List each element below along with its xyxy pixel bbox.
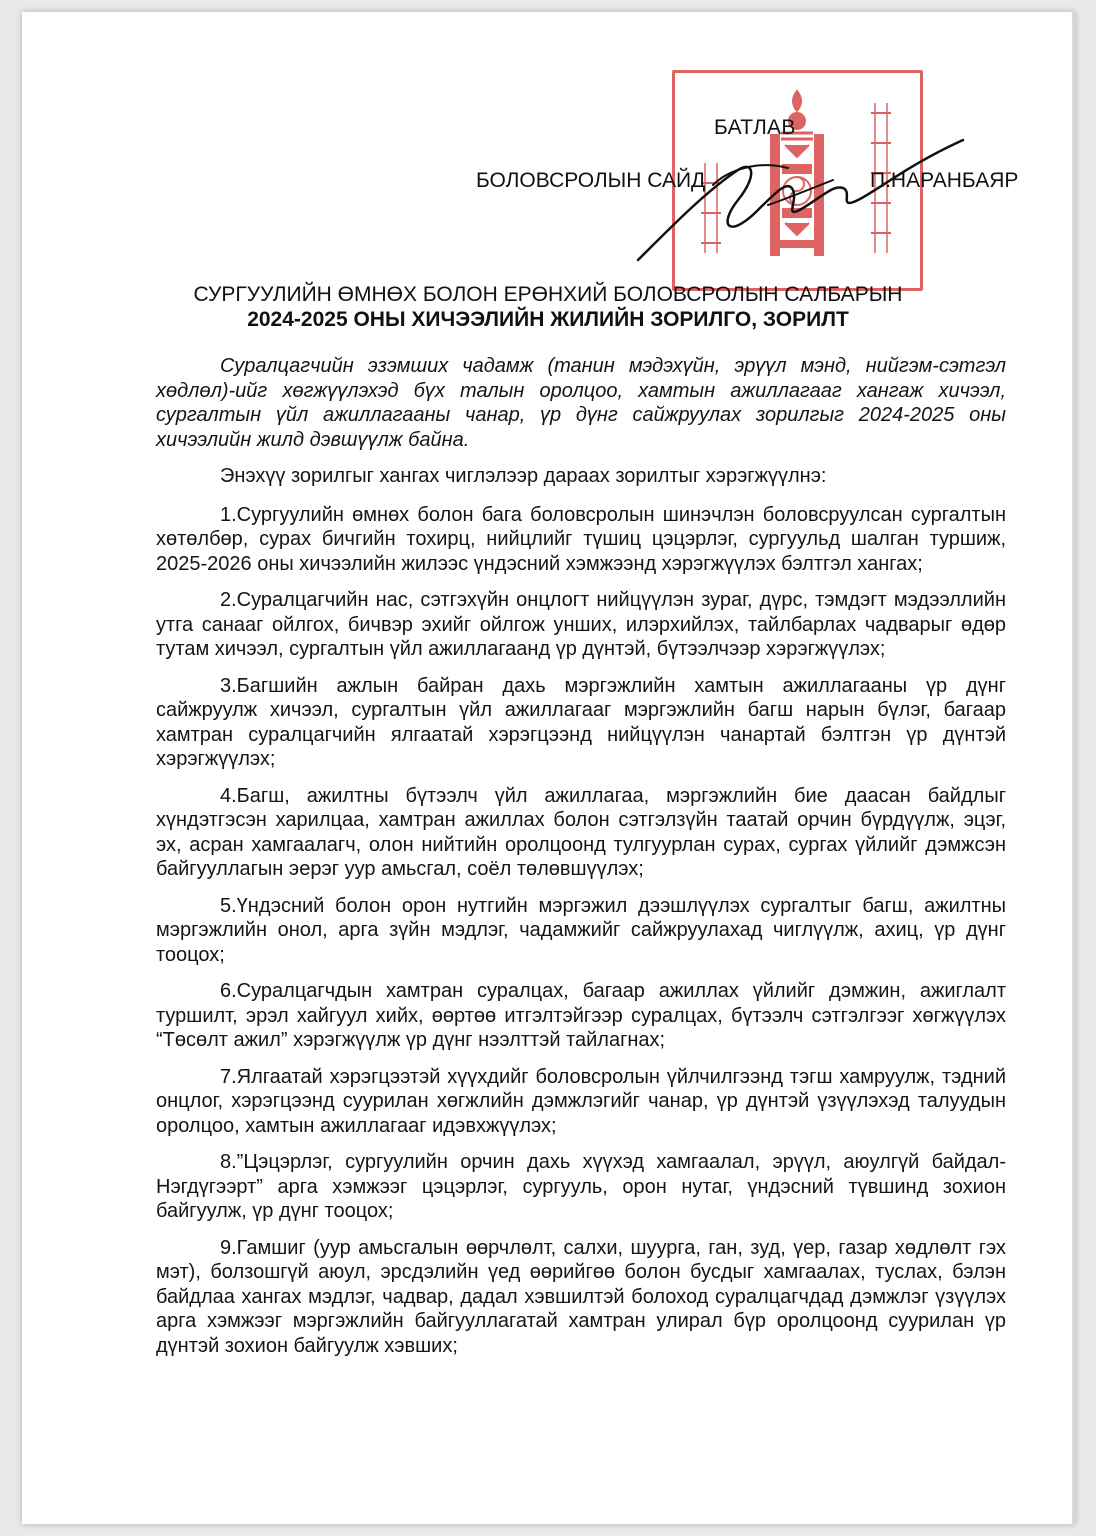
document-title-line1: СУРГУУЛИЙН ӨМНӨХ БОЛОН ЕРӨНХИЙ БОЛОВСРОЛЫН САЛБАРЫН bbox=[193, 283, 903, 306]
document-title-line2: 2024-2025 ОНЫ ХИЧЭЭЛИЙН ЖИЛИЙН ЗОРИЛГО, ЗОРИЛТ bbox=[247, 308, 849, 331]
objective-item: 8.”Цэцэрлэг, сургуулийн орчин дахь хүүхэд хамгаалал, эрүүл, аюулгүй байдал-Нэгдүгээрт” арга хэмжээг цэцэрлэг, сургууль, орон нутаг, үндэсний түвшинд зохион байгуулж, үр дүнг тооцох; bbox=[156, 1151, 1006, 1222]
intro-paragraph: Суралцагчийн эзэмших чадамж (танин мэдэхүйн, эрүүл мэнд, нийгэм-сэтгэл хөдлөл)-ийг хөгжүүлэхэд бүх талын оролцоо, хамтын ажиллагааг хангаж хичээл, сургалтын үйл ажиллагааны чанар, үр дүнг сайжруулах зорилгыг 2024-2025 оны хичээлийн жилд дэвшүүлж байна. bbox=[156, 355, 1006, 451]
document-body bbox=[156, 354, 1006, 1370]
objective-item: 2.Суралцагчийн нас, сэтгэхүйн онцлогт нийцүүлэн зураг, дүрс, тэмдэгт мэдээллийн утга санааг ойлгох, бичвэр эхийг ойлгож унших, илэрхийлэх, тайлбарлах чадварыг өдөр тутам хичээл, сургалтын үйл ажиллагаанд үр дүнтэй, бүтээлчээр хэрэгжүүлэх; bbox=[156, 589, 1006, 660]
objective-item: 6.Суралцагчдын хамтран суралцах, багаар ажиллах үйлийг дэмжин, ажиглалт туршилт, эрэл хайгуул хийх, өөртөө итгэлтэйгээр суралцах, бүтээлч сэтгэлгээг хөгжүүлэх “Төсөлт ажил” хэрэгжүүлж үр дүнг нээлттэй тайлагнах; bbox=[156, 980, 1006, 1051]
handwritten-signature bbox=[618, 130, 968, 275]
objective-item: 4.Багш, ажилтны бүтээлч үйл ажиллагаа, мэргэжлийн бие даасан байдлыг хүндэтгэсэн харилцаа, хамтран ажиллах болон сэтгэлзүйн таатай орчин бүрдүүлж, эцэг, эх, асран хамгаалагч, олон нийтийн оролцоонд тулгуурлан сурах, сургах үйлийг дэмжсэн байгууллагын эерэг уур амьсгал, соёл төлөвшүүлэх; bbox=[156, 784, 1006, 880]
lead-paragraph: Энэхүү зорилгыг хангах чиглэлээр дараах зорилтыг хэрэгжүүлнэ: bbox=[220, 465, 827, 487]
approval-label: БАТЛАВ bbox=[714, 116, 796, 139]
minister-name: П.НАРАНБАЯР bbox=[870, 169, 1019, 192]
objective-item: 9.Гамшиг (уур амьсгалын өөрчлөлт, салхи, шуурга, ган, зуд, үер, газар хөдлөлт гэх мэт), болзошгүй аюул, эрсдэлийн үед өөрийгөө болон бусдыг хамгаалах, туслах, бэлэн байдлаа хангах мэдлэг, чадвар, дадал хэвшилтэй болоход суралцагчдад дэмжлэг үзүүлэх арга хэмжээг мэргэжлийн байгууллагатай хамтран улирал бүр оролцоонд суурилан үр дүнтэй зохион байгуулж хэвших; bbox=[156, 1236, 1006, 1357]
minister-title: БОЛОВСРОЛЫН САЙД bbox=[476, 169, 706, 192]
objective-item: 5.Үндэсний болон орон нутгийн мэргэжил дээшлүүлэх сургалтыг багш, ажилтны мэргэжлийн онол, арга зүйн мэдлэг, чадамжийг сайжруулахад чиглүүлж, ахиц, үр дүнг тооцох; bbox=[156, 894, 1006, 966]
objective-item: 3.Багшийн ажлын байран дахь мэргэжлийн хамтын ажиллагааны үр дүнг сайжруулж хичээл, сургалтын үйл ажиллагааг мэргэжлийн багш нарын бүлэг, багаар хамтран суралцагчийн ялгаатай хэрэгцээнд нийцүүлэн чанартай бэлтгэн үр дүнтэй хэрэгжүүлэх; bbox=[156, 674, 1006, 770]
objective-item: 1.Сургуулийн өмнөх болон бага боловсролын шинэчлэн боловсруулсан сургалтын хөтөлбөр, сурах бичгийн тохирц, нийцлийг түшиц цэцэрлэг, сургуульд шалган туршиж, 2025-2026 оны хичээлийн жилээс үндэсний хэмжээнд хэрэгжүүлэх бэлтгэл хангах; bbox=[156, 503, 1006, 575]
objective-item: 7.Ялгаатай хэрэгцээтэй хүүхдийг боловсролын үйлчилгээнд тэгш хамруулж, тэдний онцлог, хэрэгцээнд суурилан хөгжлийн дэмжлэгийг чанар, үр дүнтэй үзүүлэхэд талуудын оролцоо, хамтын ажиллагааг идэвхжүүлэх; bbox=[156, 1065, 1006, 1137]
